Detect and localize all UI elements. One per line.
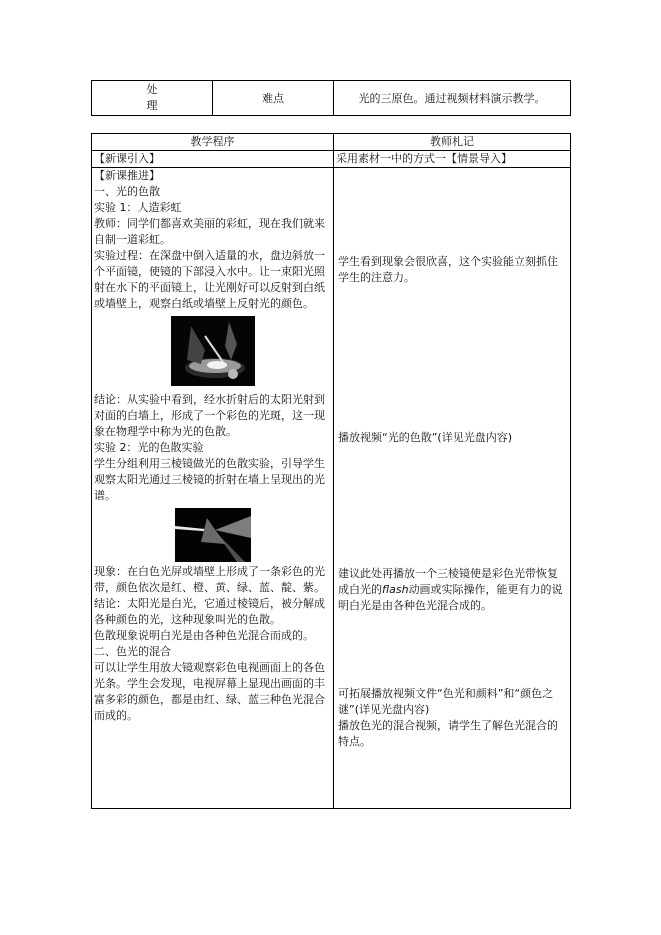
note-experiment-attention: 学生看到现象会很欣喜，这个实验能立刻抓住学生的注意力。 — [338, 255, 558, 284]
procedure-body — [92, 168, 334, 809]
section-dispersion-title: 一、光的色散 — [94, 185, 160, 198]
main-table — [91, 133, 571, 809]
top-cell-difficulty: 难点 — [213, 81, 334, 116]
rainbow-experiment-photo — [171, 316, 255, 386]
note-color-mixing-video: 播放色光的混合视频，请学生了解色光混合的特点。 — [338, 719, 558, 748]
top-table — [91, 80, 571, 116]
header-procedure: 教学程序 — [92, 134, 334, 151]
intro-right: 采用素材一中的方式一【情景导入】 — [334, 151, 571, 168]
experiment1-process: 实验过程：在深盘中倒入适量的水，盘边斜放一个平面镜，使镜的下部浸入水中。让一束阳光照射在水下的平面镜上，让光刚好可以反射到白纸或墙壁上，观察白纸或墙壁上反射光的颜色。 — [94, 249, 325, 310]
dispersion-conclusion: 结论：太阳光是白光，它通过棱镜后，被分解成各种颜色的光，这种现象叫光的色散。 — [94, 597, 325, 626]
note-flash-word: flash — [382, 583, 409, 596]
phenomenon-text: 现象：在白色光屏或墙壁上形成了一条彩色的光带，颜色依次是红、橙、黄、绿、蓝、靛、紫。 — [94, 565, 325, 594]
prism-dispersion-photo — [175, 508, 251, 562]
section-color-mixing-title: 二、色光的混合 — [94, 645, 171, 658]
experiment1-title: 实验 1：人造彩虹 — [94, 201, 182, 214]
note-prism-recombine-a: 建议此处再播放一个三棱镜使是彩色光带恢复成白光的 — [338, 567, 558, 596]
experiment2-description: 学生分组利用三棱镜做光的色散实验，引导学生观察太阳光通过三棱镜的折射在墙上呈现出的光谱。 — [94, 457, 325, 502]
note-play-dispersion-video: 播放视频“光的色散”(详见光盘内容) — [338, 431, 512, 444]
top-cell-process — [92, 81, 213, 116]
top-cell-process-line1: 处 — [146, 83, 158, 96]
experiment2-title: 实验 2：光的色散实验 — [94, 441, 204, 454]
top-cell-content: 光的三原色。通过视频材料演示教学。 — [334, 81, 571, 116]
header-notes: 教师札记 — [334, 134, 571, 151]
top-cell-process-line2: 理 — [146, 99, 158, 112]
note-prism-recombine-b: 动画或实际操作，能更有力的说明白光是由各种色光混合成的。 — [338, 583, 563, 612]
color-mixing-text: 可以让学生用放大镜观察彩色电视画面上的各色光条。学生会发现，电视屏幕上显现出画面的丰富多彩的颜色，都是由红、绿、蓝三种色光混合而成的。 — [94, 661, 325, 722]
section-new-lesson: 【新课推进】 — [94, 169, 160, 182]
experiment1-conclusion: 结论：从实验中看到，经水折射后的太阳光射到对面的白墙上，形成了一个彩色的光斑，这一现象在物理学中称为光的色散。 — [94, 393, 325, 438]
note-prism-recombine — [338, 566, 566, 614]
note-extend-videos: 可拓展播放视频文件“色光和颜料”和“颜色之谜”(详见光盘内容) — [338, 687, 554, 716]
notes-body — [334, 168, 571, 809]
intro-left: 【新课引入】 — [92, 151, 334, 168]
teacher-line: 教师：同学们都喜欢美丽的彩虹，现在我们就来自制一道彩虹。 — [94, 217, 325, 246]
white-light-statement: 色散现象说明白光是由各种色光混合而成的。 — [94, 629, 314, 642]
